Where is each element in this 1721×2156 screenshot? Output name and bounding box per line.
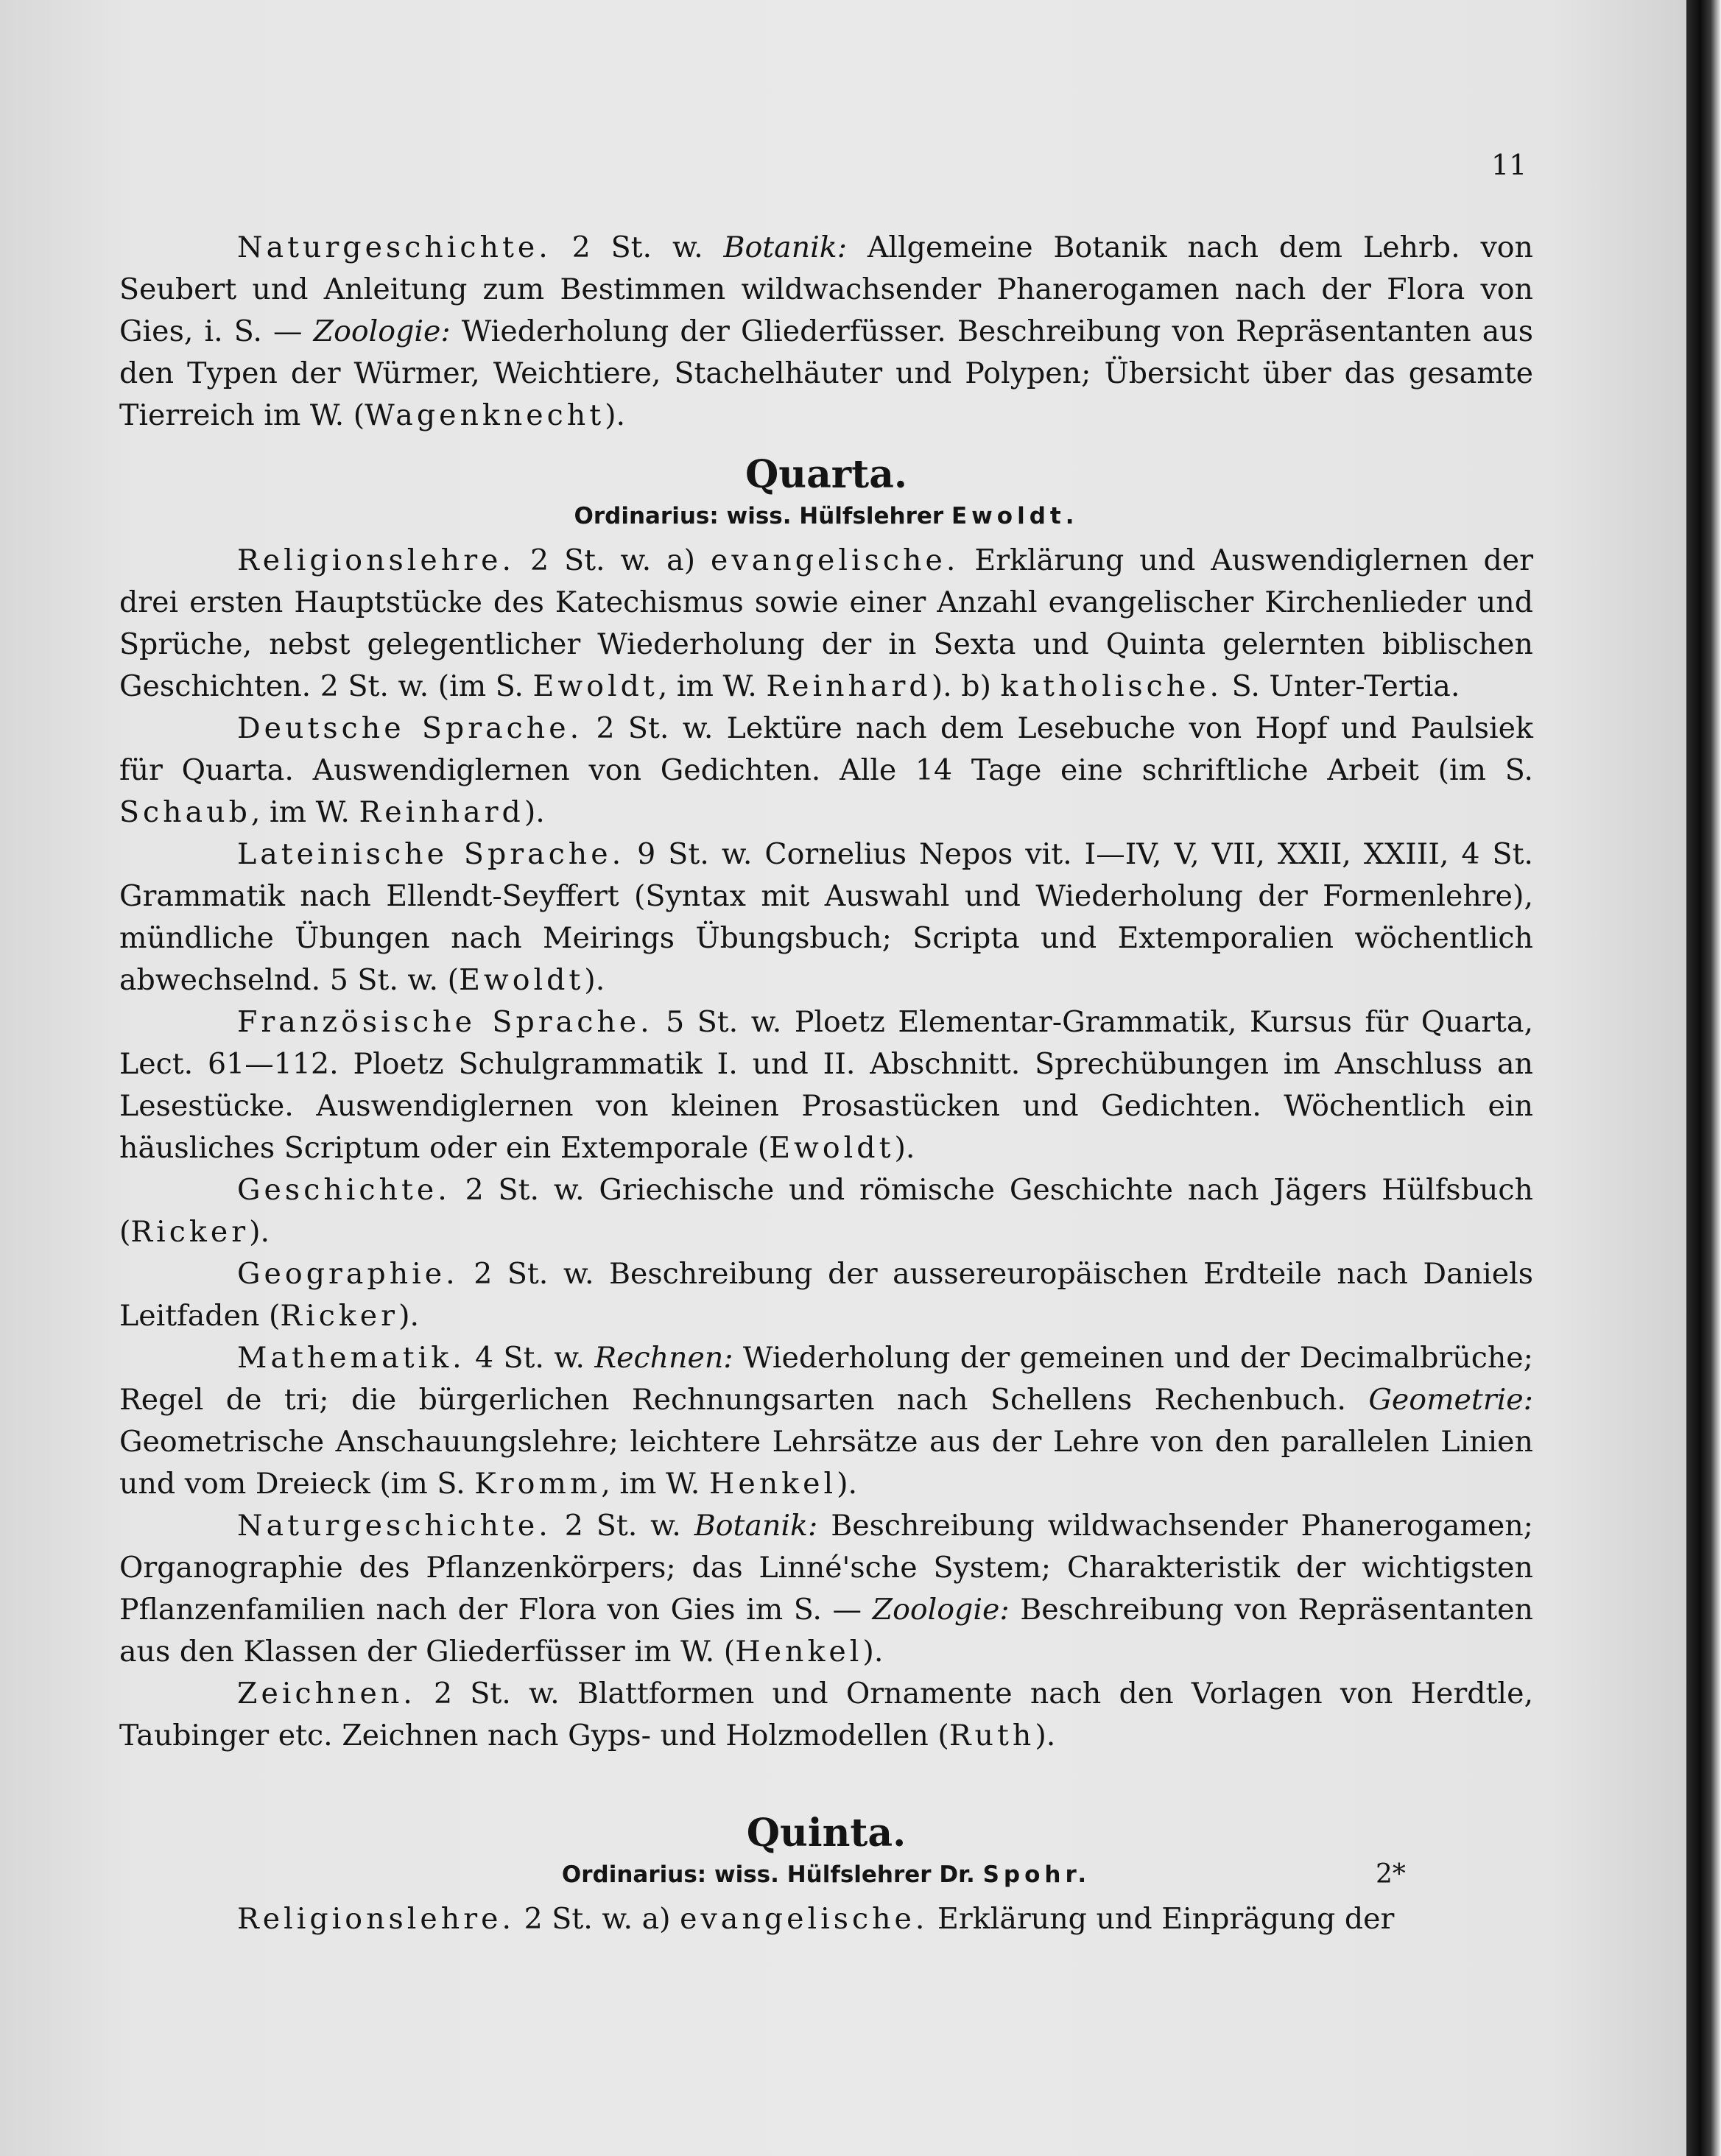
paragraph-zeichnen: Zeichnen. 2 St. w. Blattformen und Ornamente nach den Vorlagen von Herdtle, Taubinger etc. Zeichnen nach Gyps- und Holzmodellen (Ruth). [119, 1677, 1533, 1752]
paragraph-geschichte: Geschichte. 2 St. w. Griechische und römische Geschichte nach Jägers Hülfsbuch (Ricker). [119, 1173, 1533, 1249]
paragraph-lateinische-sprache: Lateinische Sprache. 9 St. w. Cornelius Nepos vit. I—IV, V, VII, XXII, XXIII, 4 St. Grammatik nach Ellendt-Seyffert (Syntax mit Auswahl und Wiederholung der Formenlehre), mündliche Übungen nach Meirings Übungsbuch; Scripta und Extemporalien wöchentlich abwechselnd. 5 St. w. (Ewoldt). [119, 837, 1533, 997]
page-edge-shadow [1686, 0, 1721, 2156]
subject-label: Geschichte. [237, 1173, 451, 1207]
paragraph-franzoesische-sprache: Französische Sprache. 5 St. w. Ploetz Elementar-Grammatik, Kursus für Quarta, Lect. 61—112. Ploetz Schulgrammatik I. und II. Abschnitt. Sprechübungen im Anschluss an Lesestücke. Auswendiglernen von kleinen Prosastücken und Gedichten. Wöchentlich ein häusliches Scriptum oder ein Extemporale (Ewoldt). [119, 1005, 1533, 1165]
subject-label: Französische Sprache. [237, 1005, 653, 1039]
ordinarius-line: Ordinarius: wiss. Hülfslehrer Ewoldt. [574, 503, 1079, 529]
teacher-name: Ewoldt [459, 963, 585, 997]
page-number: 11 [1491, 149, 1527, 181]
section-title-quinta: Quinta. [746, 1811, 907, 1856]
subject-label: Geographie. [237, 1257, 459, 1291]
subject-label: Naturgeschichte. [237, 1509, 552, 1543]
teacher-name: Reinhard [766, 669, 932, 703]
teacher-name: Ruth [949, 1719, 1035, 1752]
teacher-name: Reinhard [359, 795, 524, 829]
ordinarius-line: Ordinarius: wiss. Hülfslehrer Dr. Spohr. [561, 1861, 1091, 1888]
teacher-name: Ricker [280, 1299, 399, 1333]
subject-label: Religionslehre. [237, 543, 515, 577]
paragraph-mathematik: Mathematik. 4 St. w. Rechnen: Wiederholung der gemeinen und der Decimalbrüche; Regel de tri; die bürgerlichen Rechnungsarten nach Schellens Rechenbuch. Geometrie: Geometrische Anschauungslehre; leichtere Lehrsätze aus der Lehre von den parallelen Linien und vom Dreieck (im S. Kromm, im W. Henkel). [119, 1341, 1533, 1501]
section-title-quarta: Quarta. [745, 452, 907, 497]
subject-label: Deutsche Sprache. [237, 711, 583, 745]
paragraph-religionslehre: Religionslehre. 2 St. w. a) evangelische. Erklärung und Auswendiglernen der drei ersten Hauptstücke des Katechismus sowie einer Anzahl evangelischer Kirchenlieder und Sprüche, nebst gelegentlicher Wiederholung der in Sexta und Quinta gelernten biblischen Geschichten. 2 St. w. (im S. Ewoldt, im W. Reinhard). b) katholische. S. Unter-Tertia. [119, 543, 1533, 703]
paragraph-religionslehre-quinta: Religionslehre. 2 St. w. a) evangelische. Erklärung und Einprägung der [237, 1902, 1395, 1936]
teacher-name: Henkel [735, 1635, 863, 1669]
subject-label: Zeichnen. [237, 1677, 416, 1711]
teacher-name: Ricker [130, 1215, 250, 1249]
subject-label: Naturgeschichte. [237, 230, 552, 264]
subject-label: Lateinische Sprache. [237, 837, 625, 871]
teacher-name: Ewoldt [532, 669, 658, 703]
signature-mark: 2* [1376, 1859, 1406, 1889]
subject-label: Mathematik. [237, 1341, 465, 1375]
teacher-name: Schaub [119, 795, 251, 829]
section-gap [119, 1757, 1533, 1795]
teacher-name: Kromm [474, 1467, 602, 1501]
subject-label: Religionslehre. [237, 1902, 515, 1936]
teacher-name: Ewoldt [769, 1131, 895, 1165]
teacher-name: Henkel [708, 1467, 837, 1501]
teacher-name: Wagenknecht [365, 398, 605, 432]
paragraph-naturgeschichte: Naturgeschichte. 2 St. w. Botanik: Beschreibung wildwachsender Phanerogamen; Organographie des Pflanzenkörpers; das Linné'sche System; Charakteristik der wichtigsten Pflanzenfamilien nach der Flora von Gies im S. — Zoologie: Beschreibung von Repräsentanten aus den Klassen der Gliederfüsser im W. (Henkel). [119, 1509, 1533, 1669]
body-text [119, 227, 1533, 1940]
paragraph-naturgeschichte-intro: Naturgeschichte. 2 St. w. Botanik: Allgemeine Botanik nach dem Lehrb. von Seubert und Anleitung zum Bestimmen wildwachsender Phanerogamen nach der Flora von Gies, i. S. — Zoologie: Wiederholung der Gliederfüsser. Beschreibung von Repräsentanten aus den Typen der Würmer, Weichtiere, Stachelhäuter und Polypen; Übersicht über das gesamte Tierreich im W. (Wagenknecht). [119, 230, 1533, 432]
paragraph-geographie: Geographie. 2 St. w. Beschreibung der aussereuropäischen Erdteile nach Daniels Leitfaden (Ricker). [119, 1257, 1533, 1333]
paragraph-deutsche-sprache: Deutsche Sprache. 2 St. w. Lektüre nach dem Lesebuche von Hopf und Paulsiek für Quarta. Auswendiglernen von Gedichten. Alle 14 Tage eine schriftliche Arbeit (im S. Schaub, im W. Reinhard). [119, 711, 1533, 829]
